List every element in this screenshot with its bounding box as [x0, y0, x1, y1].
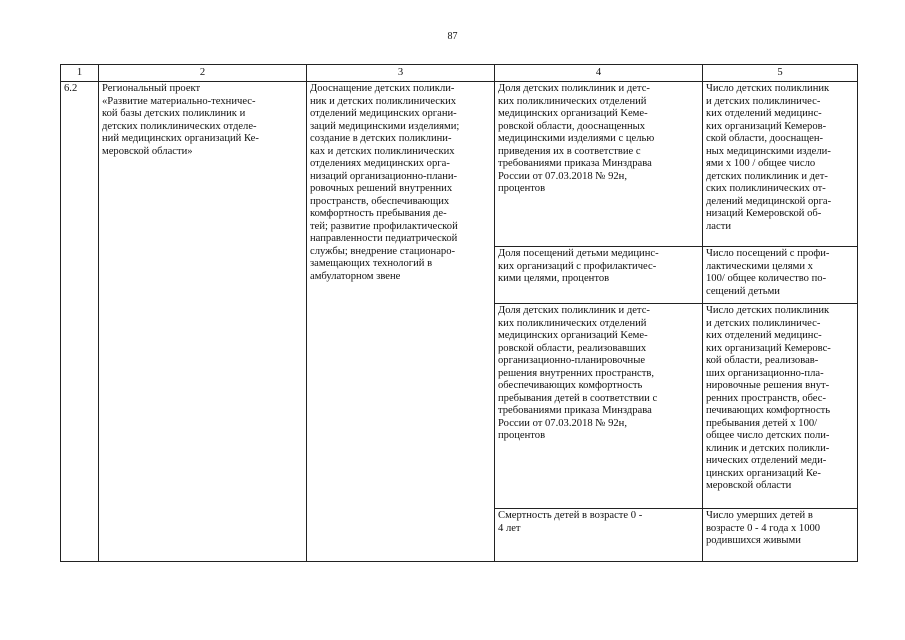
- indicator-formula-cell: Число умерших детей в возрасте 0 - 4 года х 1000 родившихся живыми: [703, 509, 858, 562]
- indicator-formula-cell: Число детских поликлиник и детских поликлиничес- ких отделений медицинс- ких организаций Кемеров- ской области, дооснащен- ных медицинскими издели- ями х 100 / общее число детских поликлиник и дет- ских поликлинических от- делений медицинской орга- низаций Кемеровской об- ласти: [703, 82, 858, 247]
- project-name-cell: Региональный проект «Развитие материально-техничес- кой базы детских поликлиник и детских поликлинических отделе- ний медицинских организаций Ке- меровской области»: [99, 82, 307, 562]
- measures-cell: Дооснащение детских поликли- ник и детских поликлинических отделений медицинских органи- заций медицинскими изделиями; создание в детских поликлини- ках и детских поликлинических отделениях медицинских орга- низаций организационно-плани- ровочных решений внутренних пространств, обеспечивающих комфортность пребывания де- тей; развитие профилактической направленности педиатрической службы; внедрение стационаро- замещающих технологий в амбулаторном звене: [307, 82, 495, 562]
- column-header-3: 3: [307, 65, 495, 82]
- column-header-2: 2: [99, 65, 307, 82]
- indicators-table: [60, 64, 858, 562]
- indicator-name-cell: Доля детских поликлиник и детс- ких поликлинических отделений медицинских организаций Keме- ровской области, дооснащенных медицинскими изделиями с целью приведения их в соответствие с требованиями приказа Минздрава России от 07.03.2018 № 92н, процентов: [495, 82, 703, 247]
- header-row: [61, 65, 858, 82]
- column-header-4: 4: [495, 65, 703, 82]
- indicator-name-cell: Смертность детей в возрасте 0 - 4 лет: [495, 509, 703, 562]
- page-number: 87: [447, 31, 458, 42]
- column-header-1: 1: [61, 65, 99, 82]
- table-row: [61, 82, 858, 247]
- indicator-name-cell: Доля посещений детьми медицинс- ких организаций с профилактичес- кими целями, процентов: [495, 247, 703, 304]
- indicator-formula-cell: Число посещений с профи- лактическими целями х 100/ общее количество по- сещений детьми: [703, 247, 858, 304]
- indicator-formula-cell: Число детских поликлиник и детских поликлиничес- ких отделений медицинс- ких организаций Кемеровс- кой области, реализовав- ших организационно-пла- нировочные решения внут- ренних пространств, обес- печивающих комфортность пребывания детей х 100/ общее число детских поли- клиник и детских поликли- нических отделений меди- цинских организаций Ке- меровской области: [703, 304, 858, 509]
- column-header-5: 5: [703, 65, 858, 82]
- indicator-name-cell: Доля детских поликлиник и детс- ких поликлинических отделений медицинских организаций Keме- ровской области, реализовавших организационно-планировочные решения внутренних пространств, обеспечивающих комфортность пребывания детей в соответствии с требованиями приказа Минздрава России от 07.03.2018 № 92н, процентов: [495, 304, 703, 509]
- row-number-cell: 6.2: [61, 82, 99, 562]
